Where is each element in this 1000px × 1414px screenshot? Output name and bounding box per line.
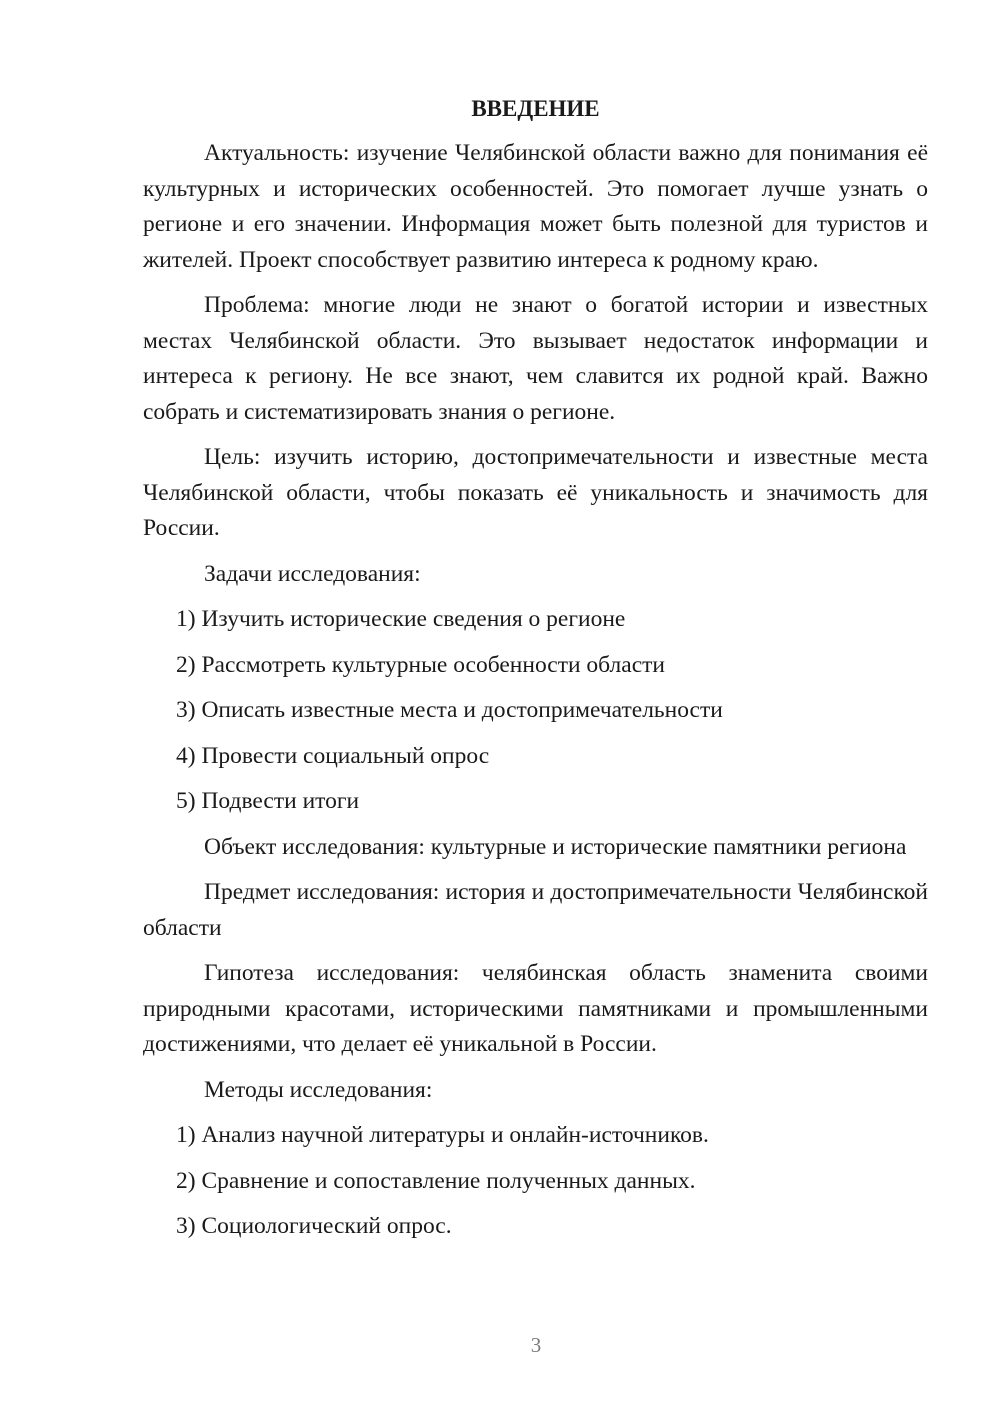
task-item: 2) Рассмотреть культурные особенности области xyxy=(176,651,665,678)
relevance-paragraph: Актуальность: изучение Челябинской области важно для понимания её культурных и исторических особенностей. Это помогает лучше узнать о регионе и его значении. Информация может быть полезной для туристов и жителей. Проект способствует развитию интереса к родному краю. xyxy=(143,140,928,273)
document-page xyxy=(143,92,928,1255)
task-item: 1) Изучить исторические сведения о регионе xyxy=(176,606,626,632)
methods-heading: Методы исследования: xyxy=(204,1076,433,1103)
object-paragraph: Объект исследования: культурные и исторические памятники региона xyxy=(204,833,907,860)
task-item: 3) Описать известные места и достопримечательности xyxy=(176,697,723,723)
methods-list xyxy=(143,1118,928,1245)
method-item: 3) Социологический опрос. xyxy=(176,1213,452,1239)
method-item: 2) Сравнение и сопоставление полученных данных. xyxy=(176,1167,696,1194)
subject-paragraph: Предмет исследования: история и достопримечательности Челябинской области xyxy=(143,879,928,941)
page-number: 3 xyxy=(530,1333,542,1357)
method-item: 1) Анализ научной литературы и онлайн-источников. xyxy=(176,1122,709,1148)
task-item: 4) Провести социальный опрос xyxy=(176,742,490,769)
hypothesis-paragraph: Гипотеза исследования: челябинская область знаменита своими природными красотами, историческими памятниками и промышленными достижениями, что делает её уникальной в России. xyxy=(143,960,928,1057)
task-item: 5) Подвести итоги xyxy=(176,788,360,814)
goal-paragraph: Цель: изучить историю, достопримечательности и известные места Челябинской области, чтобы показать её уникальность и значимость для России. xyxy=(143,444,928,541)
problem-paragraph: Проблема: многие люди не знают о богатой истории и известных местах Челябинской области. Это вызывает недостаток информации и интереса к региону. Не все знают, чем славится их родной край. Важно собрать и систематизировать знания о регионе. xyxy=(143,292,928,425)
tasks-heading: Задачи исследования: xyxy=(204,560,421,587)
section-title: ВВЕДЕНИЕ xyxy=(471,96,600,121)
tasks-list xyxy=(143,602,928,820)
